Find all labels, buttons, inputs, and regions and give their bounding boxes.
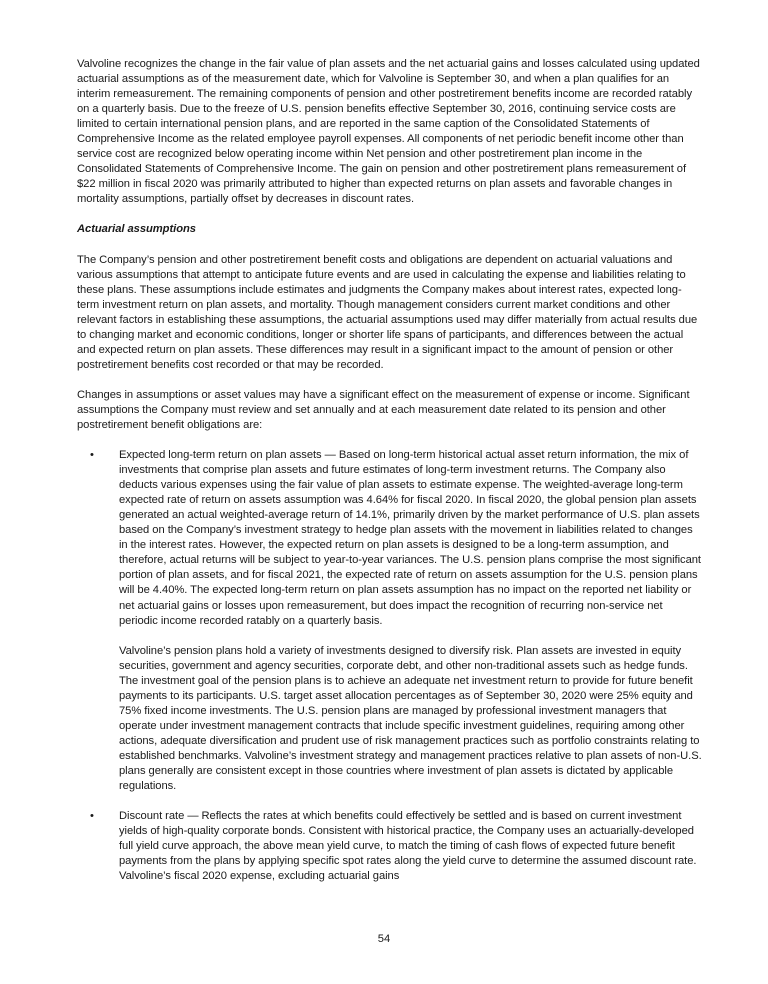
page-number: 54 <box>377 933 391 945</box>
section-heading-actuarial-assumptions: Actuarial assumptions <box>77 223 196 236</box>
bullet-expected-return-text: Expected long-term return on plan assets — Based on long-term historical actual asset return information, the mix of investments that comprise plan assets and future estimates of long-term investment returns. The Company also deducts various expenses using the fair value of plan assets to estimate expense. The weighted-average long-term expected rate of return on assets assumption was 4.64% for fiscal 2020. In fiscal 2020, the global pension plan assets generated an actual weighted-average return of 14.1%, primarily driven by the market performance of U.S. plan assets based on the Company’s investment strategy to hedge plan assets with the movement in liabilities related to changes in the interest rates. However, the expected return on plan assets is designed to be a long-term assumption, and therefore, actual returns will be subject to year-to-year variances. The U.S. pension plans comprise the most significant portion of plan assets, and for fiscal 2021, the expected rate of return on assets assumption for the U.S. pension plans will be 4.40%. The expected long-term return on plan assets assumption has no impact on the reported net liability or net actuarial gains or losses upon remeasurement, but does impact the recognition of recurring non-service net periodic income recorded ratably on a quarterly basis. <box>119 449 701 627</box>
bullet-expected-return-subparagraph: Valvoline’s pension plans hold a variety of investments designed to diversify risk. Plan assets are invested in equity securities, government and agency securities, corporate debt, and other non-traditional assets such as hedge funds. The investment goal of the pension plans is to achieve an adequate net investment return to provide for future benefit payments to its participants. U.S. target asset allocation percentages as of September 30, 2020 were 25% equity and 75% fixed income investments. The U.S. pension plans are managed by professional investment managers that operate under investment management contracts that include specific investment guidelines, requiring among other actions, adequate diversification and prudent use of risk management practices such as portfolio constraints relating to established benchmarks. Valvoline’s investment strategy and management practices relative to plan assets of non-U.S. plans generally are consistent except in those countries where investment of plan assets is dictated by applicable regulations. <box>119 644 702 793</box>
intro-paragraph: Valvoline recognizes the change in the fair value of plan assets and the net actuarial gains and losses calculated using updated actuarial assumptions as of the measurement date, which for Valvoline is September 30, and when a plan qualifies for an interim remeasurement. The remaining components of pension and other postretirement benefits income are recorded ratably on a quarterly basis. Due to the freeze of U.S. pension benefits effective September 30, 2016, continuing service costs are limited to certain international pension plans, and are reported in the same caption of the Consolidated Statements of Comprehensive Income as the related employee payroll expenses. All components of net periodic benefit income other than service cost are recognized below operating income within Net pension and other postretirement plan income in the Consolidated Statements of Comprehensive Income. The gain on pension and other postretirement plans remeasurement of $22 million in fiscal 2020 was primarily attributed to higher than expected returns on plan assets and favorable changes in mortality assumptions, partially offset by decreases in discount rates. <box>77 58 700 206</box>
changes-paragraph: Changes in assumptions or asset values may have a significant effect on the measurement of expense or income. Significant assumptions the Company must review and set annually and at each measurement date related to its pension and other postretirement benefit obligations are: <box>77 388 690 431</box>
bullet-discount-rate <box>77 809 703 884</box>
bullet-discount-rate-text: Discount rate — Reflects the rates at which benefits could effectively be settled and is based on current investment yields of high-quality corporate bonds. Consistent with historical practice, the Company uses an actuarially-developed full yield curve approach, the above mean yield curve, to match the timing of cash flows of expected future benefit payments from the plans by applying specific spot rates along the yield curve to determine the assumed discount rate. Valvoline’s fiscal 2020 expense, excluding actuarial gains <box>119 810 697 883</box>
bullet-expected-return <box>77 448 703 794</box>
bullet-icon: • <box>90 810 94 823</box>
assumptions-bullet-list <box>77 448 703 884</box>
document-page <box>77 57 703 884</box>
assumptions-paragraph: The Company’s pension and other postretirement benefit costs and obligations are dependent on actuarial valuations and various assumptions that attempt to anticipate future events and are used in calculating the expense and liabilities relating to these plans. These assumptions include estimates and judgments the Company makes about interest rates, expected long-term investment return on plan assets, and mortality. Though management considers current market conditions and other relevant factors in establishing these assumptions, the actuarial assumptions used may differ materially from actual results due to changing market and economic conditions, longer or shorter life spans of participants, and differences between the actual and expected return on plan assets. These differences may result in a significant impact to the amount of pension or other postretirement benefits cost recorded or that may be recorded. <box>77 253 698 371</box>
bullet-icon: • <box>90 449 94 462</box>
